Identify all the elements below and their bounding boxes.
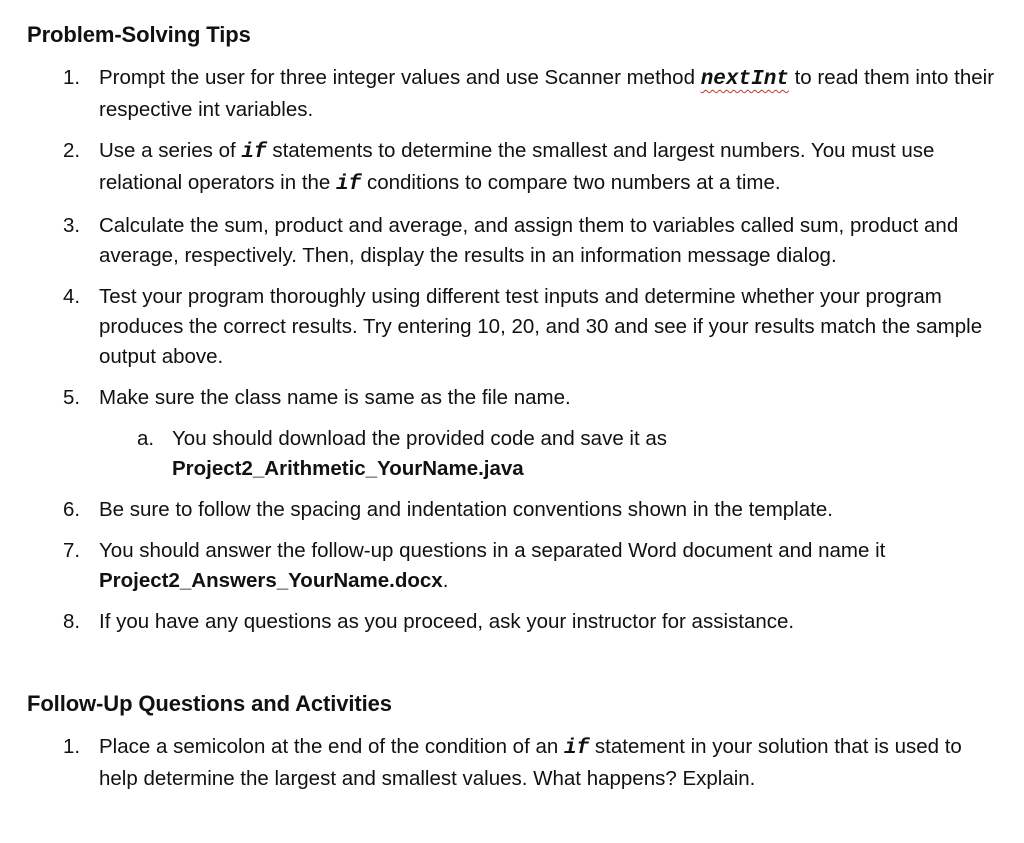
item-text: Calculate the sum, product and average, and assign them to variables called sum, product and average, respectively. Then, display the results in an information message dialog. — [99, 214, 959, 267]
code-if: if — [336, 173, 362, 196]
list-number: 6. — [63, 498, 81, 521]
list-number: 8. — [63, 610, 81, 633]
list-number: 1. — [63, 735, 81, 758]
item-text: Be sure to follow the spacing and indentation conventions shown in the template. — [99, 498, 833, 521]
item-text: If you have any questions as you proceed, ask your instructor for assistance. — [99, 610, 795, 633]
item-text-cont: to read them into their respective int variables. — [99, 66, 995, 121]
item-text: Place a semicolon at the end of the condition of an — [99, 735, 564, 758]
item-text-cont: statements to determine the smallest and largest numbers. You must use relational operators in the — [99, 139, 935, 194]
list-item-2 — [27, 136, 997, 200]
filename-docx: Project2_Answers_YourName.docx — [99, 569, 443, 592]
item-text: You should download the provided code and save it as — [172, 427, 668, 450]
code-nextint: nextInt — [700, 68, 789, 91]
item-text: Use a series of — [99, 139, 242, 162]
item-text: You should answer the follow-up questions in a separated Word document and name it — [99, 539, 886, 562]
list-item-5 — [27, 383, 997, 413]
list-item-8 — [27, 607, 997, 637]
list-number: 4. — [63, 285, 81, 308]
item-text: Make sure the class name is same as the file name. — [99, 386, 571, 409]
list-number: 3. — [63, 214, 81, 237]
follow-up-list — [27, 732, 997, 794]
list-number: 1. — [63, 66, 81, 89]
follow-up-item-1 — [27, 732, 997, 794]
list-item-4 — [27, 282, 997, 372]
list-item-5a — [27, 424, 997, 484]
list-number: 7. — [63, 539, 81, 562]
item-suffix: . — [442, 569, 449, 592]
document-page — [27, 18, 997, 794]
list-item-1 — [27, 63, 997, 125]
filename-java: Project2_Arithmetic_YourName.java — [172, 457, 524, 480]
section-title-follow-up: Follow-Up Questions and Activities — [27, 691, 392, 716]
code-if: if — [241, 141, 267, 164]
list-item-6 — [27, 495, 997, 525]
list-item-7 — [27, 536, 997, 596]
item-text: Prompt the user for three integer values and use Scanner method — [99, 66, 701, 89]
code-if: if — [563, 737, 590, 760]
list-number: 5. — [63, 386, 81, 409]
item-text-cont: statement in your solution that is used to help determine the largest and smallest values. What happens? Explain. — [99, 735, 962, 790]
section-title-problem-solving-tips: Problem-Solving Tips — [27, 22, 251, 47]
list-number: 2. — [63, 139, 81, 162]
list-item-3 — [27, 211, 997, 271]
item-text-end: conditions to compare two numbers at a time. — [361, 171, 781, 194]
item-text: Test your program thoroughly using different test inputs and determine whether your program produces the correct results. Try entering 10, 20, and 30 and see if your results match the sample output above. — [99, 285, 983, 368]
tips-list — [27, 63, 997, 637]
list-letter: a. — [137, 427, 155, 450]
